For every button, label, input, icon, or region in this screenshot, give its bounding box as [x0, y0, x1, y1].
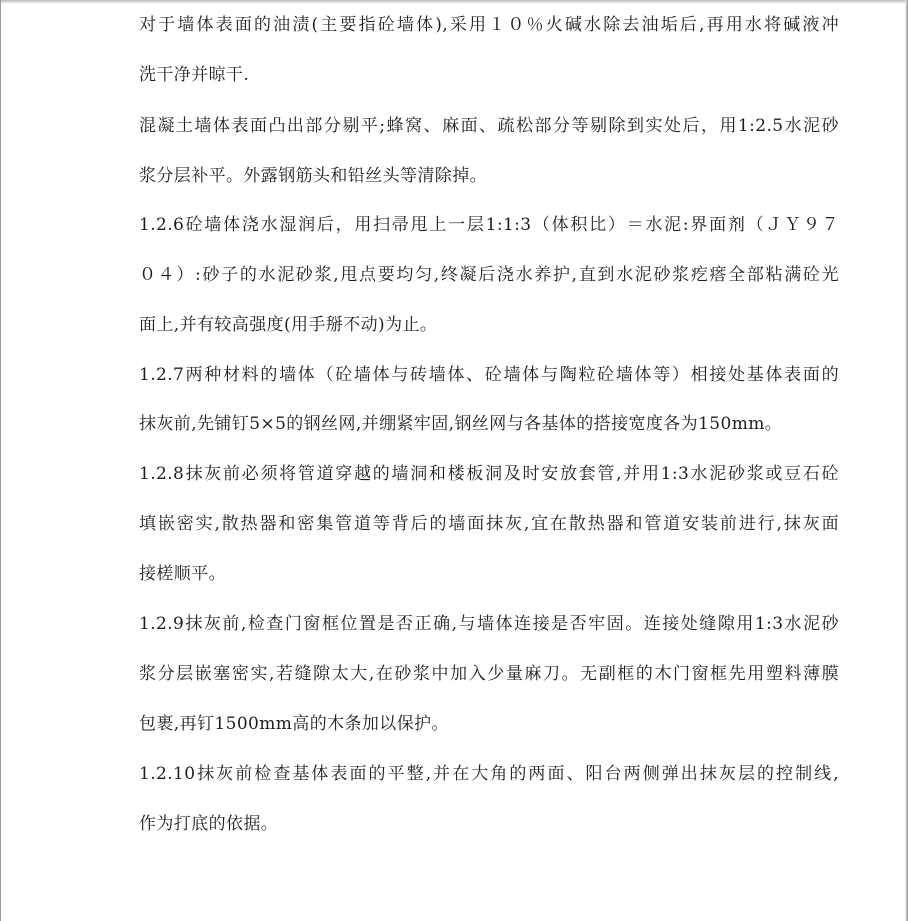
text-line: 包裹,再钉1500mm高的木条加以保护。	[139, 714, 449, 734]
text-line: 1.2.7两种材料的墙体（砼墙体与砖墙体、砼墙体与陶粒砼墙体等）相接处基体表面的	[139, 365, 839, 385]
text-line: 混凝土墙体表面凸出部分剔平;蜂窝、麻面、疏松部分等剔除到实处后，用1:2.5水泥砂	[139, 116, 839, 136]
text-line: 作为打底的依据。	[139, 814, 279, 834]
text-line: 1.2.8抹灰前必须将管道穿越的墙洞和楼板洞及时安放套管,并用1:3水泥砂浆或豆石砼	[139, 464, 839, 484]
text-line: 1.2.6砼墙体浇水湿润后，用扫帚甩上一层1:1:3（体积比）＝水泥:界面剂（ＪＹ９７	[139, 215, 839, 235]
text-line: 接槎顺平。	[139, 564, 226, 584]
text-line: 浆分层嵌塞密实,若缝隙太大,在砂浆中加入少量麻刀。无副框的木门窗框先用塑料薄膜	[139, 664, 839, 684]
text-line: 对于墙体表面的油渍(主要指砼墙体),采用１０％火碱水除去油垢后,再用水将碱液冲	[139, 15, 839, 35]
text-line: 填嵌密实,散热器和密集管道等背后的墙面抹灰,宜在散热器和管道安装前进行,抹灰面	[139, 514, 839, 534]
text-line: 抹灰前,先铺钉5×5的钢丝网,并绷紧牢固,钢丝网与各基体的搭接宽度各为150mm。	[139, 414, 783, 434]
text-line: ０４）:砂子的水泥砂浆,甩点要均匀,终凝后浇水养护,直到水泥砂浆疙瘩全部粘满砼光	[139, 265, 839, 285]
text-line: 面上,并有较高强度(用手掰不动)为止。	[139, 315, 438, 335]
text-line: 洗干净并晾干.	[139, 65, 250, 85]
text-line: 1.2.9抹灰前,检查门窗框位置是否正确,与墙体连接是否牢固。连接处缝隙用1:3水泥砂	[139, 614, 839, 634]
text-line: 浆分层补平。外露钢筋头和铅丝头等清除掉。	[139, 166, 487, 186]
text-line: 1.2.10抹灰前检查基体表面的平整,并在大角的两面、阳台两侧弹出抹灰层的控制线,	[139, 764, 839, 784]
